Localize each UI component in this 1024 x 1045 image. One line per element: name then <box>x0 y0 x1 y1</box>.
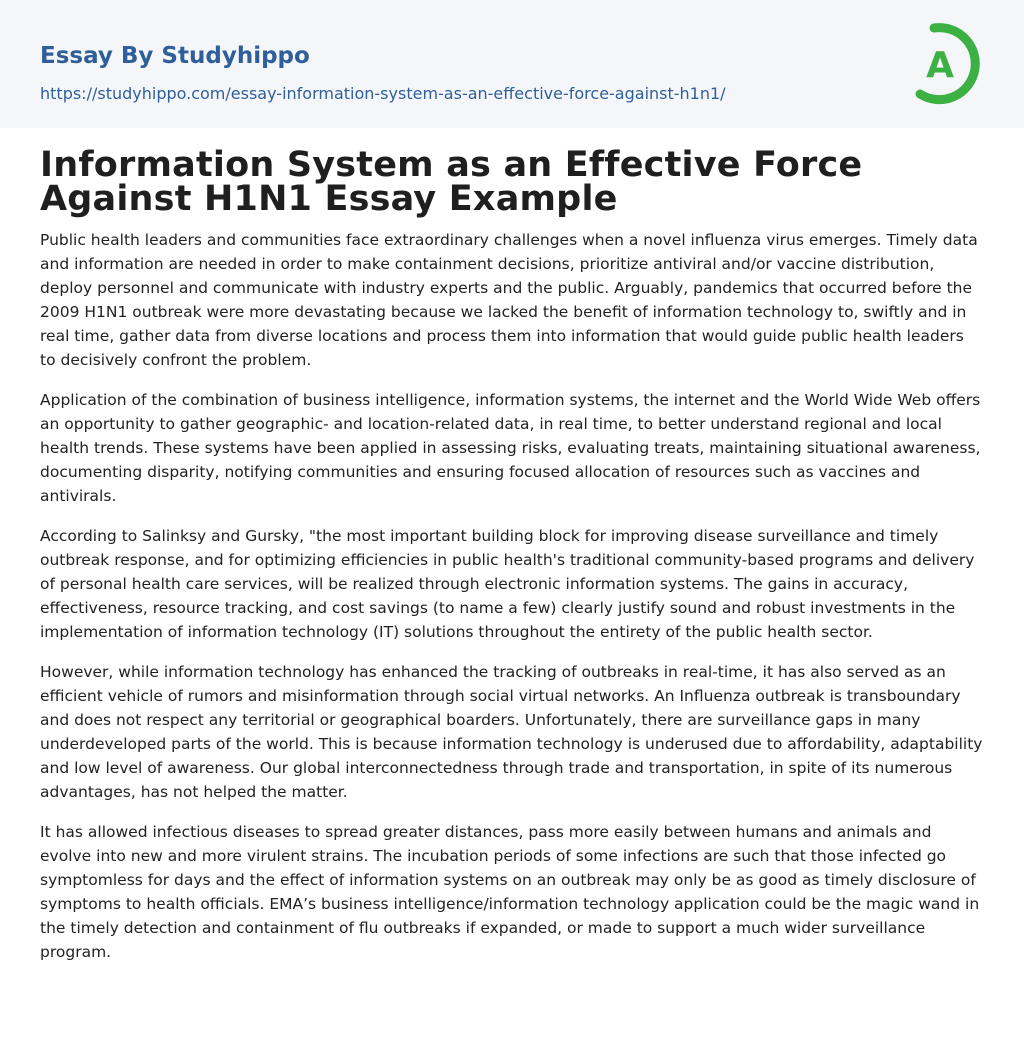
article-paragraph: It has allowed infectious diseases to spread greater distances, pass more easily between humans and animals and evolve into new and more virulent strains. The incubation periods of some infections are such that those infected go symptomless for days and the effect of information systems on an outbreak may only be as good as timely disclosure of symptoms to health officials. EMA’s business intelligence/information technology application could be the magic wand in the timely detection and containment of flu outbreaks if expanded, or made to support a much wider surveillance program. <box>40 823 980 961</box>
article-paragraph: However, while information technology has enhanced the tracking of outbreaks in real-time, it has also served as an efficient vehicle of rumors and misinformation through social virtual networks. An Influenza outbreak is transboundary and does not respect any territorial or geographical boarders. Unfortunately, there are surveillance gaps in many underdeveloped parts of the world. This is because information technology is underused due to affordability, adaptability and low level of awareness. Our global interconnectedness through trade and transportation, in spite of its numerous advantages, has not helped the matter. <box>40 663 983 801</box>
site-brand[interactable]: Essay By Studyhippo <box>40 43 310 69</box>
article-title: Information System as an Effective Force Against H1N1 Essay Example <box>40 145 863 219</box>
site-header <box>0 0 1024 128</box>
article-paragraph: Public health leaders and communities face extraordinary challenges when a novel influenza virus emerges. Timely data and information are needed in order to make containment decisions, prioritize antiviral and/or vaccine distribution, deploy personnel and communicate with industry experts and the public. Arguably, pandemics that occurred before the 2009 H1N1 outbreak were more devastating because we lacked the benefit of information technology to, swiftly and in real time, gather data from diverse locations and process them into information that would guide public health leaders to decisively confront the problem. <box>40 231 978 369</box>
studyhippo-logo-icon[interactable] <box>910 18 986 106</box>
logo-letter: A <box>926 45 954 86</box>
source-url-link[interactable]: https://studyhippo.com/essay-information-system-as-an-effective-force-against-h1n1/ <box>40 84 726 103</box>
article <box>0 145 1024 964</box>
article-paragraph: According to Salinksy and Gursky, "the most important building block for improving disease surveillance and timely outbreak response, and for optimizing efficiencies in public health's traditional community-based programs and delivery of personal health care services, will be realized through electronic information systems. The gains in accuracy, effectiveness, resource tracking, and cost savings (to name a few) clearly justify sound and robust investments in the implementation of information technology (IT) solutions throughout the entirety of the public health sector. <box>40 527 975 641</box>
article-paragraph: Application of the combination of business intelligence, information systems, the internet and the World Wide Web offers an opportunity to gather geographic- and location-related data, in real time, to better understand regional and local health trends. These systems have been applied in assessing risks, evaluating treats, maintaining situational awareness, documenting disparity, notifying communities and ensuring focused allocation of resources such as vaccines and antivirals. <box>40 391 981 505</box>
